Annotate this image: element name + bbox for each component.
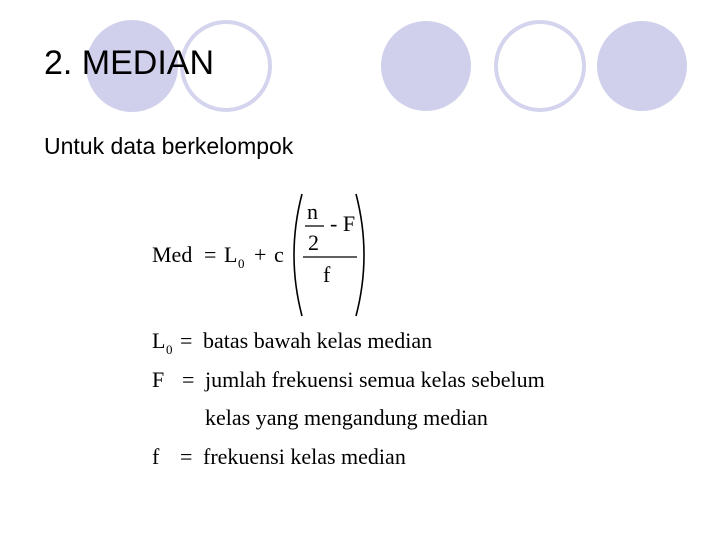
formula-n: n bbox=[307, 199, 318, 224]
formula-plus: + bbox=[254, 242, 267, 267]
definition-symbol: L bbox=[152, 328, 166, 353]
slide-subtitle: Untuk data berkelompok bbox=[44, 133, 294, 159]
definition-equals: = bbox=[180, 444, 193, 469]
definition-subscript: 0 bbox=[166, 342, 173, 357]
definition-text: jumlah frekuensi semua kelas sebelum bbox=[205, 367, 545, 392]
formula-L: L bbox=[224, 242, 238, 267]
definition-equals: = bbox=[180, 328, 193, 353]
formula-L-subscript: 0 bbox=[238, 256, 245, 271]
formula-c: c bbox=[274, 242, 284, 267]
formula-minus-F: - F bbox=[330, 211, 356, 236]
formula-equation bbox=[152, 194, 364, 316]
formula-right-paren bbox=[356, 194, 364, 316]
formula-med: Med bbox=[152, 242, 193, 267]
definition-symbol: F bbox=[152, 367, 165, 392]
formula-left-paren bbox=[294, 194, 302, 316]
definition-symbol: f bbox=[152, 444, 160, 469]
formula-equals: = bbox=[204, 242, 217, 267]
slide-title: 2. MEDIAN bbox=[44, 44, 215, 82]
formula-f: f bbox=[323, 262, 331, 287]
definition-text: frekuensi kelas median bbox=[203, 444, 406, 469]
formula-two: 2 bbox=[308, 230, 319, 255]
definition-text: batas bawah kelas median bbox=[203, 328, 433, 353]
definitions-list bbox=[152, 328, 545, 469]
definition-text: kelas yang mengandung median bbox=[205, 405, 488, 430]
definition-equals: = bbox=[182, 367, 195, 392]
